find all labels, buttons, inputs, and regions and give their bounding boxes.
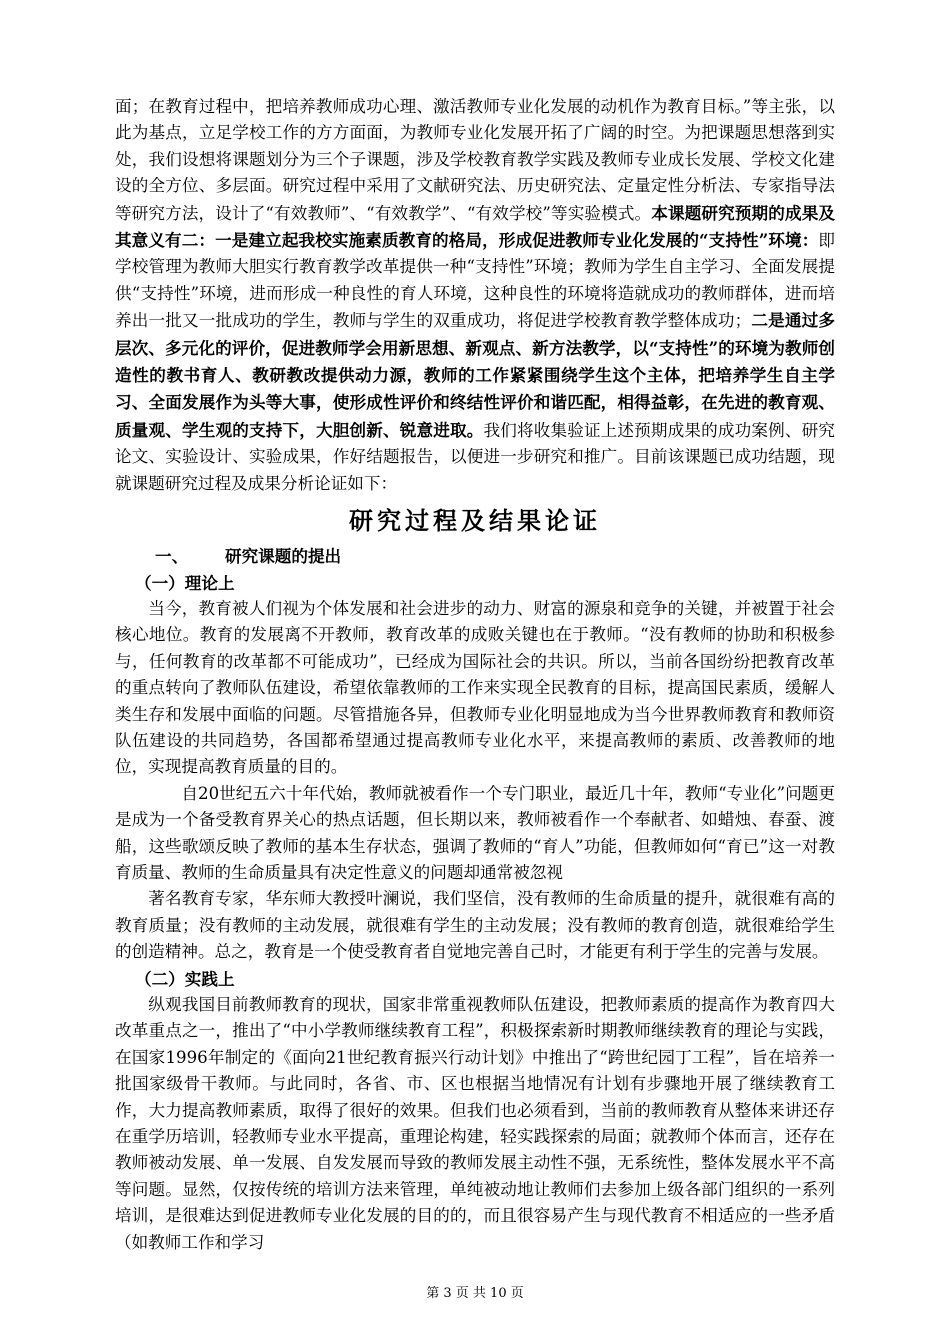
intro-bold-2: 二是通过多层次、多元化的评价，促进教师学会用新思想、新观点、新方法教学，以“支持性”的环境为教师创造性的教书育人、教研教改提供动力源，教师的工作紧紧围绕学生这个主体，把培养学生自主学习、全面发展作为头等大事，使形成性评价和终结性评价和谐匹配，相得益彰，在先进的教育观、质量观、学生观的支持下，大胆创新、锐意进取。 [115, 310, 836, 440]
section-title: 研究过程及结果论证 [349, 506, 601, 536]
intro-text-3: 我们将收集验证上述预期成果的成功案例、研究论文、实验设计、实验成果，作好结题报告，以便进一步研究和推广。目前该课题已成功结题，现就课题研究过程及成果分析论证如下： [115, 420, 836, 493]
theory-paragraph-2: 自20世纪五六十年代始，教师就被看作一个专门职业，最近几十年，教师“专业化”问题更是成为一个备受教育界关心的热点话题，但长期以来，教师被看作一个奉献者、如蜡烛、春蚕、渡船，这些歌颂反映了教师的基本生存状态，强调了教师的“育人”功能，但教师如何“育已”这一对教育质量、教师的生命质量具有决定性意义的问题却通常被忽视 [115, 783, 835, 882]
theory-paragraph-1: 当今，教育被人们视为个体发展和社会进步的动力、财富的源泉和竞争的关键，并被置于社会核心地位。教育的发展离不开教师，教育改革的成败关键也在于教师。“没有教师的协助和积极参与，任何教育的改革都不可能成功”，已经成为国际社会的共识。所以，当前各国纷纷把教育改革的重点转向了教师队伍建设，希望依靠教师的工作来实现全民教育的目标，提高国民素质，缓解人类生存和发展中面临的问题。尽管措施各异，但教师专业化明显地成为当今世界教师教育和教师资队伍建设的共同趋势，各国都希望通过提高教师专业化水平，来提高教师的素质、改善教师的地位，实现提高教育质量的目的。 [115, 598, 835, 777]
practice-paragraph-1: 纵观我国目前教师教育的现状，国家非常重视教师队伍建设，把教师素质的提高作为教育四大改革重点之一，推出了“中小学教师继续教育工程”，积极探索新时期教师继续教育的理论与实践，在国家1996年制定的《面向21世纪教育振兴行动计划》中推出了“跨世纪园丁工程”，旨在培养一批国家级骨干教师。与此同时，各省、市、区也根据当地情况有计划有步骤地开展了继续教育工作，大力提高教师素质，取得了很好的效果。但我们也必须看到，当前的教师教育从整体来讲还存在重学历培训，轻教师专业水平提高，重理论构建，轻实践探索的局面；就教师个体而言，还存在教师被动发展、单一发展、自发发展而导致的教师发展主动性不强，无系统性，整体发展水平不高等问题。显然，仅按传统的培训方法来管理，单纯被动地让教师们去参加上级各部门组织的一系列培训，是很难达到促进教师专业化发展的目的的，而且很容易产生与现代教育不相适应的一些矛盾（如教师工作和学习 [115, 995, 835, 1252]
heading-1-text: 研究课题的提出 [225, 546, 342, 567]
subheading-practice: （二）实践上 [135, 968, 235, 989]
page-content [115, 94, 835, 1256]
intro-text-1: 面；在教育过程中，把培养教师成功心理、激活教师专业化发展的动机作为教育目标。”等主张，以此为基点，立足学校工作的方方面面，为教师专业化发展开拓了广阔的时空。为把课题思想落到实处，我们设想将课题划分为三个子课题，涉及学校教育教学实践及教师专业成长发展、学校文化建设的全方位、多层面。研究过程中采用了文献研究法、历史研究法、定量定性分析法、专家指导法等研究方法，设计了“有效教师”、“有效教学”、“有效学校”等实验模式。 [115, 97, 835, 223]
heading-1-number: 一、 [155, 546, 189, 567]
heading-1 [115, 543, 835, 569]
subheading-theory: （一）理论上 [135, 572, 235, 593]
intro-paragraph [115, 94, 835, 497]
page-footer: 第 3 页 共 10 页 [426, 1286, 524, 1301]
intro-bold-1: 本课题研究预期的成果及其意义有二：一是建立起我校实施素质教育的格局，形成促进教师专业化发展的“支持性”环境： [115, 202, 835, 251]
theory-paragraph-3: 著名教育专家，华东师大教授叶澜说，我们坚信，没有教师的生命质量的提升，就很难有高的教育质量；没有教师的主动发展，就很难有学生的主动发展；没有教师的教育创造，就很难给学生的创造精神。总之，教育是一个使受教育者自觉地完善自己时，才能更有利于学生的完善与发展。 [115, 889, 835, 962]
intro-text-2: 即学校管理为教师大胆实行教育教学改革提供一种“支持性”环境；教师为学生自主学习、全面发展提供“支持性”环境，进而形成一种良性的育人环境，这种良性的环境将造就成功的教师群体，进而培养出一批又一批成功的学生，教师与学生的双重成功，将促进学校教育教学整体成功； [115, 231, 835, 331]
